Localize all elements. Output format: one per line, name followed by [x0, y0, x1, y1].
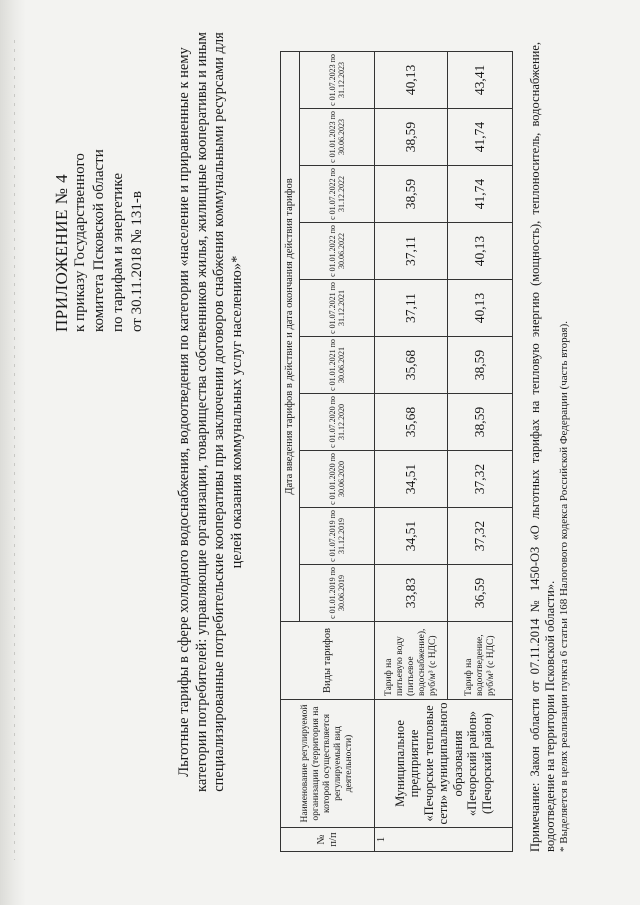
appendix-number: ПРИЛОЖЕНИЕ № 4 — [52, 173, 71, 332]
tariff-kind-sewerage: Тариф на водоотведение, руб/м³ (с НДС) — [448, 622, 513, 700]
scan-edge-shadow — [0, 0, 26, 905]
tariff-value: 41,74 — [448, 109, 513, 166]
rotated-document-page — [40, 22, 600, 882]
tariff-kind-water: Тариф на питьевую воду (питьевое водоснабжение), руб/м³ (с НДС) — [375, 622, 448, 700]
header-period: с 01.07.2023 по 31.12.2023 — [300, 51, 375, 108]
tariff-value: 40,13 — [375, 51, 448, 108]
tariff-value: 38,59 — [375, 109, 448, 166]
tariff-value: 40,13 — [448, 280, 513, 337]
tariff-value: 36,59 — [448, 565, 513, 622]
header-period: с 01.01.2023 по 30.06.2023 — [300, 109, 375, 166]
organization-name: Муниципальное предприятие «Печорские тепловые сети» муниципального образования «Печорский район» (Печорский район) — [375, 700, 513, 828]
tariff-value: 35,68 — [375, 337, 448, 394]
table-row — [375, 51, 448, 851]
table-header-row-1 — [281, 51, 300, 851]
header-organization: Наименование регулируемой организации (территория на которой осуществляется регулируемый вид деятельности) — [281, 700, 375, 828]
header-period: с 01.07.2022 по 31.12.2022 — [300, 166, 375, 223]
appendix-line-4: от 30.11.2018 № 131-в — [129, 191, 145, 332]
appendix-block — [52, 62, 147, 332]
header-period: с 01.07.2019 по 31.12.2019 — [300, 508, 375, 565]
header-period: с 01.01.2022 по 30.06.2022 — [300, 223, 375, 280]
tariff-value: 41,74 — [448, 166, 513, 223]
tariff-value: 35,68 — [375, 394, 448, 451]
header-period: с 01.01.2019 по 30.06.2019 — [300, 565, 375, 622]
header-number: № п/п — [281, 828, 375, 852]
document-title: Льготные тарифы в сфере холодного водоснабжения, водоотведения по категории «население и приравненные к нему категории потребителей: управляющие организации, товарищества собственников жилья, жилищные кооперативы и иным специализированные потребительские кооперативы при заключении договоров снабжения коммунальными ресурсами для целей оказания коммунальных услуг населению»* — [176, 32, 245, 792]
appendix-line-3: по тарифам и энергетике — [110, 173, 126, 332]
header-period: с 01.07.2020 по 31.12.2020 — [300, 394, 375, 451]
appendix-line-1: к приказу Государственного — [72, 153, 88, 332]
tariff-value: 34,51 — [375, 508, 448, 565]
tariff-value: 37,11 — [375, 280, 448, 337]
tariff-value: 38,59 — [448, 394, 513, 451]
header-period: с 01.01.2020 по 30.06.2020 — [300, 451, 375, 508]
header-period: с 01.07.2021 по 31.12.2021 — [300, 280, 375, 337]
tariff-value: 34,51 — [375, 451, 448, 508]
tariff-value: 38,59 — [448, 337, 513, 394]
tariff-value: 37,11 — [375, 223, 448, 280]
tariff-value: 37,32 — [448, 508, 513, 565]
notes-block — [528, 42, 571, 852]
tariff-value: 38,59 — [375, 166, 448, 223]
tariff-value: 43,41 — [448, 51, 513, 108]
header-tariff-kind: Виды тарифов — [281, 622, 375, 700]
header-period-group: Дата введения тарифов в действие и дата окончания действия тарифов — [281, 51, 300, 621]
tariff-table — [280, 51, 513, 852]
note-main: Примечание: Закон области от 07.11.2014 № 1450-ОЗ «О льготных тарифах на тепловую энергию (мощность), теплоноситель, водоснабжение, водоотведение на территории Псковской области». — [528, 42, 557, 852]
tariff-value: 33,83 — [375, 565, 448, 622]
tariff-value: 40,13 — [448, 223, 513, 280]
row-number: 1 — [375, 828, 513, 852]
tariff-value: 37,32 — [448, 451, 513, 508]
note-footnote: * Выделяется в целях реализации пункта 6 статьи 168 Налогового кодекса Российской Федерации (часть вторая). — [558, 320, 570, 852]
appendix-line-2: комитета Псковской области — [91, 149, 107, 332]
header-period: с 01.01.2021 по 30.06.2021 — [300, 337, 375, 394]
